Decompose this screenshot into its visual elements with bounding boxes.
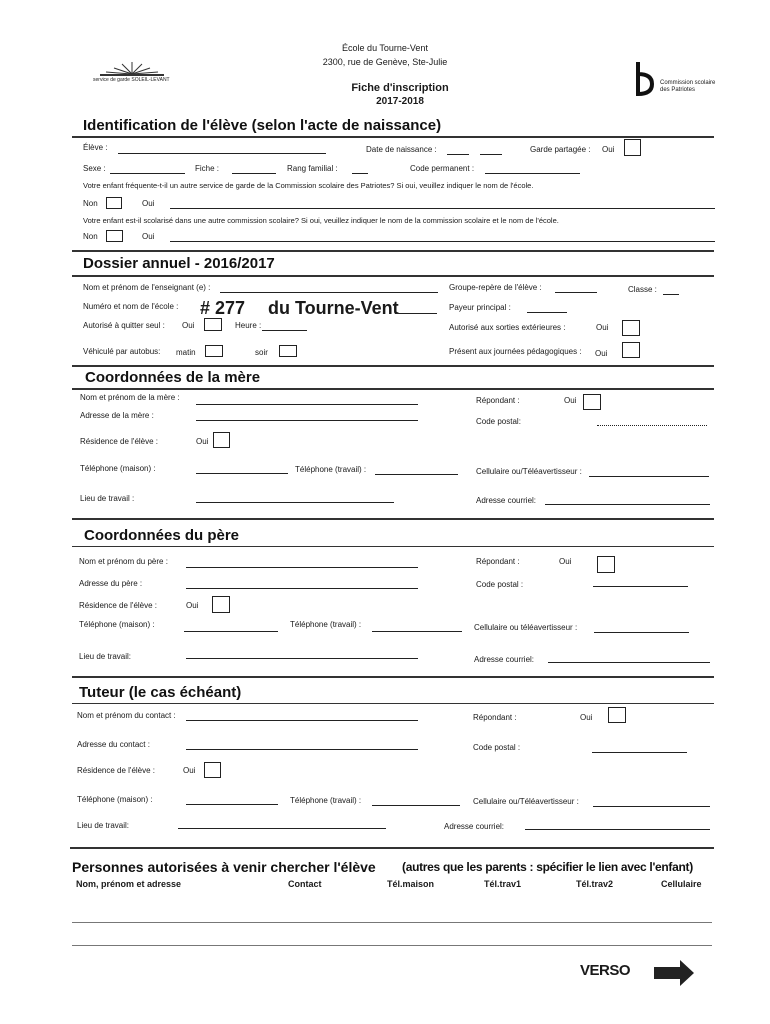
pere-repondant-label: Répondant : — [476, 557, 520, 566]
sexe-label: Sexe : — [83, 164, 106, 173]
school-address: 2300, rue de Genève, Ste-Julie — [322, 57, 448, 67]
pere-courriel-label: Adresse courriel: — [474, 655, 535, 664]
mere-code-postal-field[interactable] — [597, 425, 707, 426]
right-logo — [632, 60, 658, 100]
mere-tel-travail-label: Téléphone (travail) : — [295, 465, 367, 474]
pere-tel-maison-label: Téléphone (maison) : — [79, 620, 155, 629]
pere-tel-maison-field[interactable] — [184, 631, 278, 632]
mere-adresse-label: Adresse de la mère : — [80, 411, 154, 420]
pere-code-postal-field[interactable] — [593, 586, 688, 587]
eleve-label: Élève : — [83, 143, 108, 152]
tuteur-lieu-travail-label: Lieu de travail: — [77, 821, 130, 830]
pere-courriel-field[interactable] — [548, 662, 710, 663]
sorties-oui-checkbox[interactable] — [622, 320, 640, 336]
school-name: École du Tourne-Vent — [342, 43, 428, 53]
journees-oui-label: Oui — [595, 349, 608, 358]
pere-rule-top — [72, 518, 714, 520]
identification-rule — [72, 136, 714, 138]
q2-oui-label: Oui — [142, 232, 155, 241]
heure-label: Heure : — [235, 321, 262, 330]
payeur-field[interactable] — [527, 312, 567, 313]
tuteur-cellulaire-field[interactable] — [593, 806, 710, 807]
sorties-oui-label: Oui — [596, 323, 609, 332]
question2-text: Votre enfant est-il scolarisé dans une autre commission scolaire? Si oui, veuillez indiquer le nom de la commission scolaire et le nom de l'école. — [83, 216, 559, 225]
form-title: Fiche d'inscription — [351, 82, 449, 94]
garde-oui-checkbox[interactable] — [624, 139, 641, 156]
rang-familial-label: Rang familial : — [287, 164, 338, 173]
sorties-label: Autorisé aux sorties extérieures : — [449, 323, 566, 332]
pere-nom-label: Nom et prénom du père : — [79, 557, 168, 566]
mere-cellulaire-field[interactable] — [589, 476, 709, 477]
verso-label: VERSO — [580, 962, 631, 979]
dossier-title: Dossier annuel - 2016/2017 — [83, 255, 275, 272]
autorisees-row-2[interactable] — [72, 945, 712, 946]
mere-courriel-label: Adresse courriel: — [476, 496, 537, 505]
pere-nom-field[interactable] — [186, 567, 418, 568]
tuteur-nom-field[interactable] — [186, 720, 418, 721]
dossier-rule-top — [72, 250, 714, 252]
soir-label: soir — [255, 348, 268, 357]
tuteur-adresse-field[interactable] — [186, 749, 418, 750]
mere-tel-maison-field[interactable] — [196, 473, 288, 474]
mere-tel-travail-field[interactable] — [375, 474, 458, 475]
garde-oui-label: Oui — [602, 145, 615, 154]
mere-residence-label: Résidence de l'élève : — [80, 437, 159, 446]
mere-oui-label: Oui — [564, 396, 577, 405]
numero-ecole-label: Numéro et nom de l'école : — [83, 302, 179, 311]
mere-repondant-label: Répondant : — [476, 396, 520, 405]
tuteur-oui-label: Oui — [580, 713, 593, 722]
tuteur-residence-checkbox[interactable] — [204, 762, 221, 778]
right-logo-line2: des Patriotes — [660, 87, 696, 93]
identification-title: Identification de l'élève (selon l'acte de naissance) — [83, 117, 442, 134]
autorisees-row-1[interactable] — [72, 922, 712, 923]
matin-label: matin — [176, 348, 196, 357]
q1-oui-label: Oui — [142, 199, 155, 208]
tuteur-nom-label: Nom et prénom du contact : — [77, 711, 176, 720]
mere-tel-maison-label: Téléphone (maison) : — [80, 464, 156, 473]
autorisees-title: Personnes autorisées à venir chercher l'élève — [72, 859, 376, 875]
col-nom: Nom, prénom et adresse — [76, 879, 182, 889]
garde-partagee-label: Garde partagée : — [530, 145, 591, 154]
date-naissance-field[interactable] — [447, 154, 469, 155]
col-tel-trav1: Tél.trav1 — [484, 879, 522, 889]
mere-courriel-field[interactable] — [545, 504, 710, 505]
mere-nom-label: Nom et prénom de la mère : — [80, 393, 180, 402]
code-permanent-label: Code permanent : — [410, 164, 475, 173]
sexe-field[interactable] — [110, 173, 185, 174]
col-cellulaire: Cellulaire — [661, 879, 702, 889]
pere-residence-checkbox[interactable] — [212, 596, 230, 613]
verso-arrow-icon — [652, 958, 696, 988]
q1-school-field[interactable] — [170, 208, 715, 209]
mere-cellulaire-label: Cellulaire ou/Téléavertisseur : — [476, 467, 582, 476]
mere-lieu-travail-label: Lieu de travail : — [80, 494, 135, 503]
left-logo-caption: service de garde SOLEIL-LEVANT — [93, 77, 170, 83]
tuteur-residence-label: Résidence de l'élève : — [77, 766, 156, 775]
tuteur-code-postal-label: Code postal : — [473, 743, 521, 752]
pere-residence-label: Résidence de l'élève : — [79, 601, 158, 610]
pere-cellulaire-label: Cellulaire ou téléavertisseur : — [474, 623, 578, 632]
matin-checkbox[interactable] — [205, 345, 223, 357]
date-naissance-label: Date de naissance : — [366, 145, 437, 154]
classe-field[interactable] — [663, 294, 679, 295]
pere-lieu-travail-field[interactable] — [186, 658, 418, 659]
ecole-name-value: du Tourne-Vent — [268, 298, 399, 318]
q2-non-label: Non — [83, 232, 98, 241]
q1-non-checkbox[interactable] — [106, 197, 122, 209]
tuteur-tel-travail-field[interactable] — [372, 805, 460, 806]
code-permanent-field[interactable] — [485, 173, 580, 174]
col-contact: Contact — [288, 879, 322, 889]
q2-non-checkbox[interactable] — [106, 230, 123, 242]
mere-nom-field[interactable] — [196, 404, 418, 405]
tuteur-tel-maison-field[interactable] — [186, 804, 278, 805]
fiche-field[interactable] — [232, 173, 276, 174]
date-naissance-field-2[interactable] — [480, 154, 502, 155]
quitter-seul-label: Autorisé à quitter seul : — [83, 321, 165, 330]
tuteur-adresse-label: Adresse du contact : — [77, 740, 150, 749]
pere-oui-label: Oui — [559, 557, 572, 566]
q2-school-field[interactable] — [170, 241, 715, 242]
mere-title: Coordonnées de la mère — [85, 369, 261, 386]
mere-residence-checkbox[interactable] — [213, 432, 230, 448]
tuteur-courriel-field[interactable] — [525, 829, 710, 830]
journees-oui-checkbox[interactable] — [622, 342, 640, 358]
mere-rule-top — [72, 365, 714, 367]
form-year: 2017-2018 — [376, 96, 424, 107]
fiche-label: Fiche : — [195, 164, 220, 173]
tuteur-oui-checkbox[interactable] — [608, 707, 626, 723]
quitter-oui-checkbox[interactable] — [204, 318, 222, 331]
col-tel-maison: Tél.maison — [387, 879, 435, 889]
autorisees-rule-top — [70, 847, 714, 849]
tuteur-lieu-travail-field[interactable] — [178, 828, 386, 829]
right-logo-line1: Commission scolaire — [660, 80, 716, 86]
autorisees-subtitle: (autres que les parents : spécifier le lien avec l'enfant) — [402, 860, 693, 874]
tuteur-rule-top — [72, 676, 714, 678]
tuteur-rule — [72, 703, 714, 704]
dossier-rule — [72, 275, 714, 277]
soir-checkbox[interactable] — [279, 345, 297, 357]
pere-lieu-travail-label: Lieu de travail: — [79, 652, 132, 661]
tuteur-courriel-label: Adresse courriel: — [444, 822, 505, 831]
pere-cellulaire-field[interactable] — [594, 632, 689, 633]
q1-non-label: Non — [83, 199, 98, 208]
pere-tel-travail-field[interactable] — [372, 631, 462, 632]
pere-rule — [72, 546, 714, 547]
mere-residence-oui-label: Oui — [196, 437, 209, 446]
tuteur-residence-oui-label: Oui — [183, 766, 196, 775]
enseignant-field[interactable] — [220, 292, 438, 293]
quitter-oui-label: Oui — [182, 321, 195, 330]
tuteur-tel-maison-label: Téléphone (maison) : — [77, 795, 153, 804]
tuteur-tel-travail-label: Téléphone (travail) : — [290, 796, 362, 805]
tuteur-code-postal-field[interactable] — [592, 752, 687, 753]
journees-label: Présent aux journées pédagogiques : — [449, 347, 582, 356]
mere-lieu-travail-field[interactable] — [196, 502, 394, 503]
pere-oui-checkbox[interactable] — [597, 556, 615, 573]
eleve-field[interactable] — [118, 153, 326, 154]
col-tel-trav2: Tél.trav2 — [576, 879, 614, 889]
enseignant-label: Nom et prénom de l'enseignant (e) : — [83, 283, 211, 292]
groupe-label: Groupe-repère de l'élève : — [449, 283, 542, 292]
mere-code-postal-label: Code postal: — [476, 417, 521, 426]
tuteur-title: Tuteur (le cas échéant) — [79, 684, 242, 701]
mere-rule — [72, 388, 714, 390]
pere-residence-oui-label: Oui — [186, 601, 199, 610]
groupe-field[interactable] — [555, 292, 597, 293]
pere-tel-travail-label: Téléphone (travail) : — [290, 620, 362, 629]
heure-field[interactable] — [262, 330, 307, 331]
question1-text: Votre enfant fréquente-t-il un autre service de garde de la Commission scolaire des Patriotes? Si oui, veuillez indiquer le nom de l'école. — [83, 181, 534, 190]
tuteur-cellulaire-label: Cellulaire ou/Téléavertisseur : — [473, 797, 579, 806]
tuteur-repondant-label: Répondant : — [473, 713, 517, 722]
numero-ecole-value: # 277 — [200, 298, 246, 318]
mere-oui-checkbox[interactable] — [583, 394, 601, 410]
pere-code-postal-label: Code postal : — [476, 580, 524, 589]
numero-ecole-field[interactable] — [395, 313, 437, 314]
vehicule-label: Véhiculé par autobus: — [83, 347, 161, 356]
mere-adresse-field[interactable] — [196, 420, 418, 421]
payeur-label: Payeur principal : — [449, 303, 511, 312]
pere-adresse-label: Adresse du père : — [79, 579, 143, 588]
pere-adresse-field[interactable] — [186, 588, 418, 589]
classe-label: Classe : — [628, 285, 657, 294]
rang-familial-field[interactable] — [352, 173, 368, 174]
pere-title: Coordonnées du père — [84, 527, 240, 544]
